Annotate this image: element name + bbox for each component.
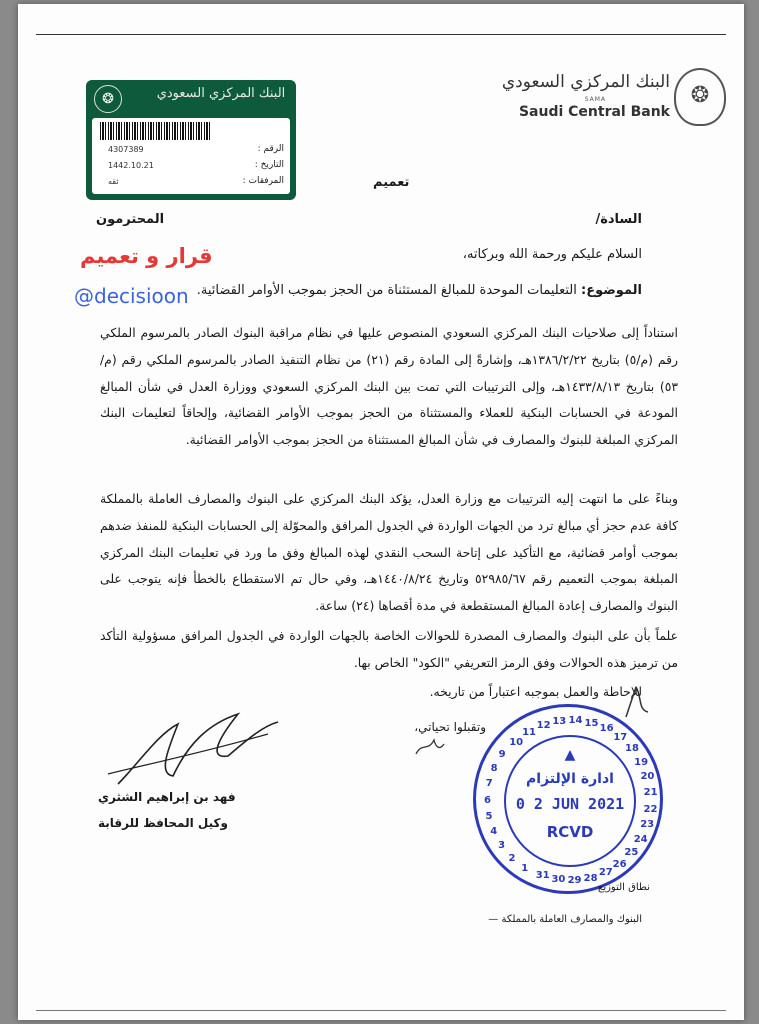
stamp-title: البنك المركزي السعودي	[156, 86, 286, 101]
date-label: التاريخ	[260, 160, 284, 170]
subject-label: الموضوع:	[581, 283, 642, 298]
stamp-day-number: 9	[498, 748, 506, 760]
stamp-day-number: 24	[633, 834, 648, 846]
stamp-day-number: 17	[613, 732, 628, 743]
signatory-name: فهد بن إبراهيم الشثري	[98, 790, 236, 804]
attachments-label: المرفقات	[248, 176, 284, 186]
stamp-rcvd: RCVD	[546, 823, 594, 841]
initials-mark-2	[412, 732, 446, 760]
stamp-day-number: 5	[485, 810, 493, 822]
stamp-day-number: 2	[508, 852, 516, 864]
top-rule	[36, 34, 726, 35]
paragraph-3: علماً بأن على البنوك والمصارف المصدرة للحوالات الخاصة بالجهات الواردة في الجدول المرافق مسؤولية التأكد من ترميز هذه الحوالات وفق الرمز التعريفي "الكود" الخاص بها.	[100, 628, 678, 670]
salutation-respected: المحترمون	[96, 212, 165, 227]
barcode	[100, 122, 212, 140]
stamp-day-number: 11	[522, 726, 536, 738]
stamp-day-number: 18	[624, 743, 639, 755]
stamp-day-number: 21	[643, 787, 658, 799]
stamp-day-number: 27	[598, 867, 613, 879]
stamp-day-number: 10	[509, 736, 524, 748]
ref-value: 4307389	[108, 145, 144, 154]
ref-label: الرقم	[263, 144, 284, 154]
stamp-day-number: 14	[568, 715, 583, 727]
stamp-day-number: 28	[583, 872, 598, 884]
stamp-department: ادارة الإلتزام	[526, 771, 614, 787]
stamp-day-number: 19	[634, 756, 649, 768]
attachments-value: ثقه	[108, 177, 119, 186]
circular-heading: تعميم	[373, 175, 410, 190]
stamp-day-number: 12	[536, 719, 551, 731]
stamp-day-number: 25	[624, 847, 639, 859]
stamp-day-number: 7	[485, 778, 493, 790]
greeting: السلام عليكم ورحمة الله وبركاته،	[462, 247, 642, 262]
paragraph-1: استناداً إلى صلاحيات البنك المركزي السعودي المنصوص عليها في نظام مراقبة البنوك الصادر بالمرسوم الملكي رقم (م/٥) بتاريخ ١٣٨٦/٢/٢٢هـ، وإشارةً إلى المادة رقم (٢١) من نظام التنفيذ الصادر بالمرسوم الملكي رقم (م/٥٣) بتاريخ ١٤٣٣/٨/١٣هـ، وإلى الترتيبات التي تمت بين البنك المركزي السعودي ووزارة العدل في شأن المبالغ المودعة في الحسابات البنكية للعملاء والمستثناة من الحجز بموجب الأوامر القضائية، وإلحاقاً لتعليمات البنك المركزي المبلغة للبنوك والمصارف في شأن المبالغ المستثناة من الحجز بموجب الأوامر القضائية.	[100, 325, 678, 448]
stamp-day-number: 13	[552, 715, 567, 727]
bank-logo	[501, 66, 726, 136]
stamp-day-number: 8	[490, 763, 498, 775]
bank-name-english: Saudi Central Bank	[518, 104, 670, 120]
bank-name-arabic: البنك المركزي السعودي	[501, 72, 670, 92]
distribution-scope-label: نطاق التوزيع	[598, 882, 650, 893]
subject-text: التعليمات الموحدة للمبالغ المستثناة من الحجز بموجب الأوامر القضائية.	[196, 283, 577, 298]
reference-stamp: ❂ البنك المركزي السعودي الرقم : 4307389 التاريخ : 1442.10.21 المرفقات : ثقه	[86, 80, 296, 200]
subject-line	[197, 283, 642, 298]
closing-regards: وتقبلوا تحياتي،	[414, 720, 486, 734]
document-page	[18, 4, 744, 1020]
distribution-list: البنوك والمصارف العاملة بالمملكة —	[488, 914, 642, 925]
stamp-day-number: 23	[640, 819, 655, 831]
stamp-day-number: 30	[551, 874, 566, 885]
stamp-day-number: 20	[640, 771, 655, 783]
bank-emblem-icon: ❂	[674, 68, 726, 126]
stamp-day-number: 22	[643, 803, 658, 815]
paragraph-2: وبناءً على ما انتهت إليه الترتيبات مع وزارة العدل، يؤكد البنك المركزي على البنوك والمصارف العاملة بالمملكة كافة عدم حجز أي مبالغ ترد من الجهات الواردة في الجدول المرافق والمحوّلة إلى الحسابات البنكية للمنفذ ضدهم بموجب أوامر قضائية، مع التأكيد على إتاحة السحب النقدي لهذه المبالغ وفق ما ورد في تعليمات البنك المركزي المبلغة بموجب التعميم رقم ٥٢٩٨٥/٦٧ وتاريخ ١٤٤٠/٨/٢٤هـ، وفي حال تم الاستقطاع بالخطأ فإنه يتوجب على البنوك والمصارف إعادة المبالغ المستقطعة في مدة أقصاها (٢٤) ساعة.	[100, 491, 678, 614]
stamp-day-number: 1	[521, 862, 529, 874]
stamp-day-number: 3	[498, 840, 506, 852]
addressee: السادة/	[595, 212, 642, 227]
date-value: 1442.10.21	[108, 161, 154, 170]
stamp-day-number: 31	[535, 869, 550, 881]
paragraph-4: للإحاطة والعمل بموجبه اعتباراً من تاريخه.	[429, 684, 642, 699]
bottom-rule	[36, 1010, 726, 1011]
stamp-day-number: 6	[484, 794, 491, 806]
stamp-date: 0 2 JUN 2021	[515, 795, 625, 813]
watermark-handle: @decisioon	[74, 284, 189, 308]
stamp-emblem-icon: ❂	[94, 85, 122, 113]
received-date-stamp	[473, 704, 663, 894]
stamp-day-number: 15	[584, 717, 599, 729]
stamp-day-number: 4	[490, 826, 498, 838]
stamp-day-number: 26	[612, 858, 627, 870]
stamp-pointer-icon: ▲	[564, 747, 576, 763]
watermark-title: قرار و تعميم	[80, 244, 213, 268]
signature	[98, 704, 288, 794]
signatory-title: وكيل المحافظ للرقابة	[98, 816, 228, 830]
bank-abbr: SAMA	[584, 96, 606, 103]
stamp-day-number: 16	[599, 723, 614, 735]
stamp-day-number: 29	[567, 874, 582, 886]
